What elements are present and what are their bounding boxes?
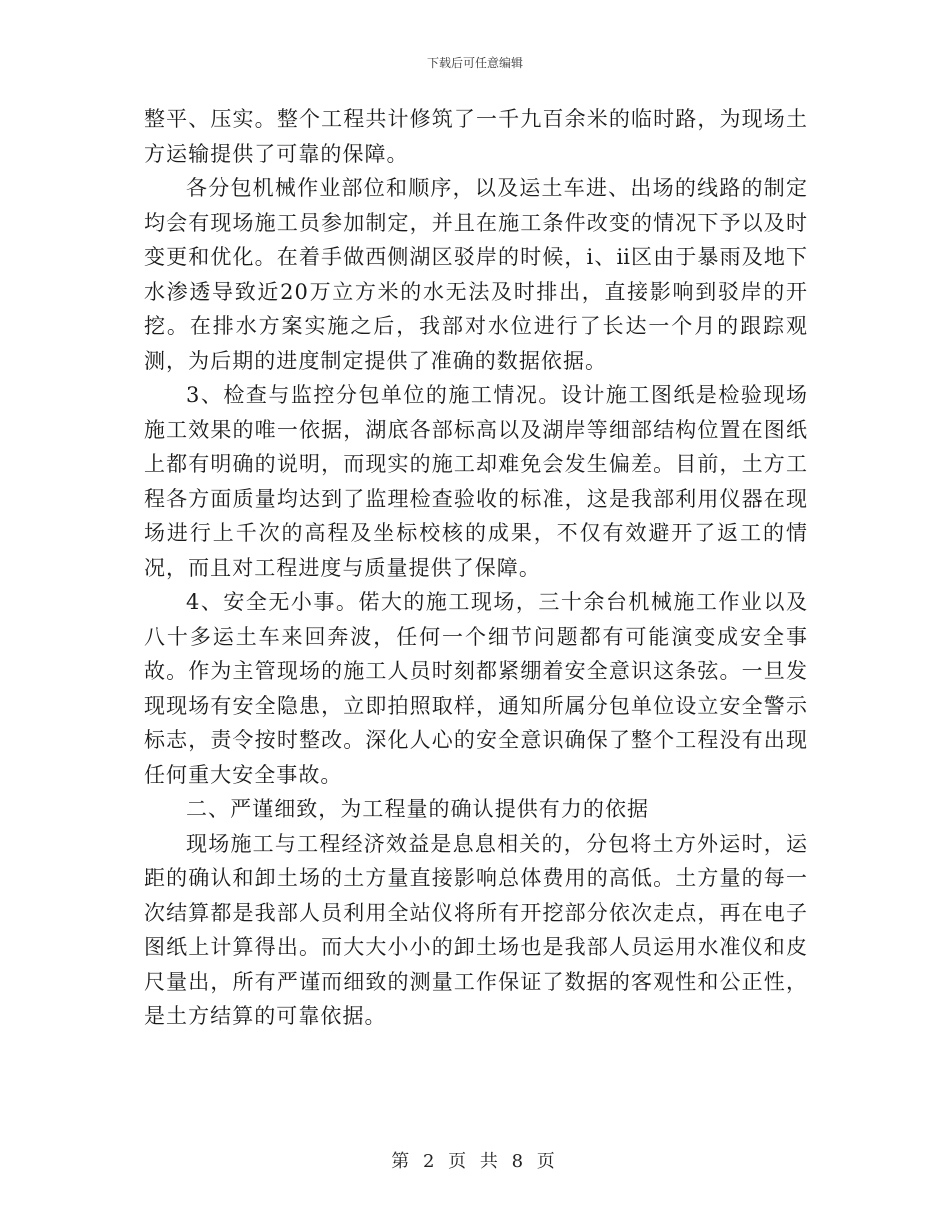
paragraph-safety: 4、安全无小事。偌大的施工现场，三十余台机械施工作业以及八十多运土车来回奔波，任何一个细节问题都有可能演变成安全事故。作为主管现场的施工人员时刻都紧绷着安全意识这条弦。一旦发现现场有安全隐患，立即拍照取样，通知所属分包单位设立安全警示标志，责令按时整改。深化人心的安全意识确保了整个工程没有出现任何重大安全事故。	[144, 590, 808, 787]
page-header-note: 下载后可任意编辑	[426, 56, 523, 70]
paragraph-continuation: 整平、压实。整个工程共计修筑了一千九百余米的临时路，为现场土方运输提供了可靠的保障。	[144, 107, 808, 166]
paragraph-inspection-monitoring: 3、检查与监控分包单位的施工情况。设计施工图纸是检验现场施工效果的唯一依据，湖底各部标高以及湖岸等细部结构位置在图纸上都有明确的说明，而现实的施工却难免会发生偏差。目前，土方工程各方面质量均达到了监理检查验收的标准，这是我部利用仪器在现场进行上千次的高程及坐标校核的成果，不仅有效避开了返工的情况，而且对工程进度与质量提供了保障。	[144, 383, 808, 580]
section-heading-quantity: 二、严谨细致，为工程量的确认提供有力的依据	[186, 797, 650, 821]
paragraph-earthwork-settlement: 现场施工与工程经济效益是息息相关的，分包将土方外运时，运距的确认和卸土场的土方量直接影响总体费用的高低。土方量的每一次结算都是我部人员利用全站仪将所有开挖部分依次走点，再在电子图纸上计算得出。而大大小小的卸土场也是我部人员运用水准仪和皮尺量出，所有严谨而细致的测量工作保证了数据的客观性和公正性，是土方结算的可靠依据。	[144, 831, 808, 1028]
page-number: 第 2 页 共 8 页	[391, 1151, 559, 1172]
paragraph-machinery-routes: 各分包机械作业部位和顺序，以及运土车进、出场的线路的制定均会有现场施工员参加制定，并且在施工条件改变的情况下予以及时变更和优化。在着手做西侧湖区驳岸的时候，ⅰ、ⅱ区由于暴雨及地下水渗透导致近20万立方米的水无法及时排出，直接影响到驳岸的开挖。在排水方案实施之后，我部对水位进行了长达一个月的跟踪观测，为后期的进度制定提供了准确的数据依据。	[144, 176, 808, 373]
document-body	[144, 102, 808, 1034]
